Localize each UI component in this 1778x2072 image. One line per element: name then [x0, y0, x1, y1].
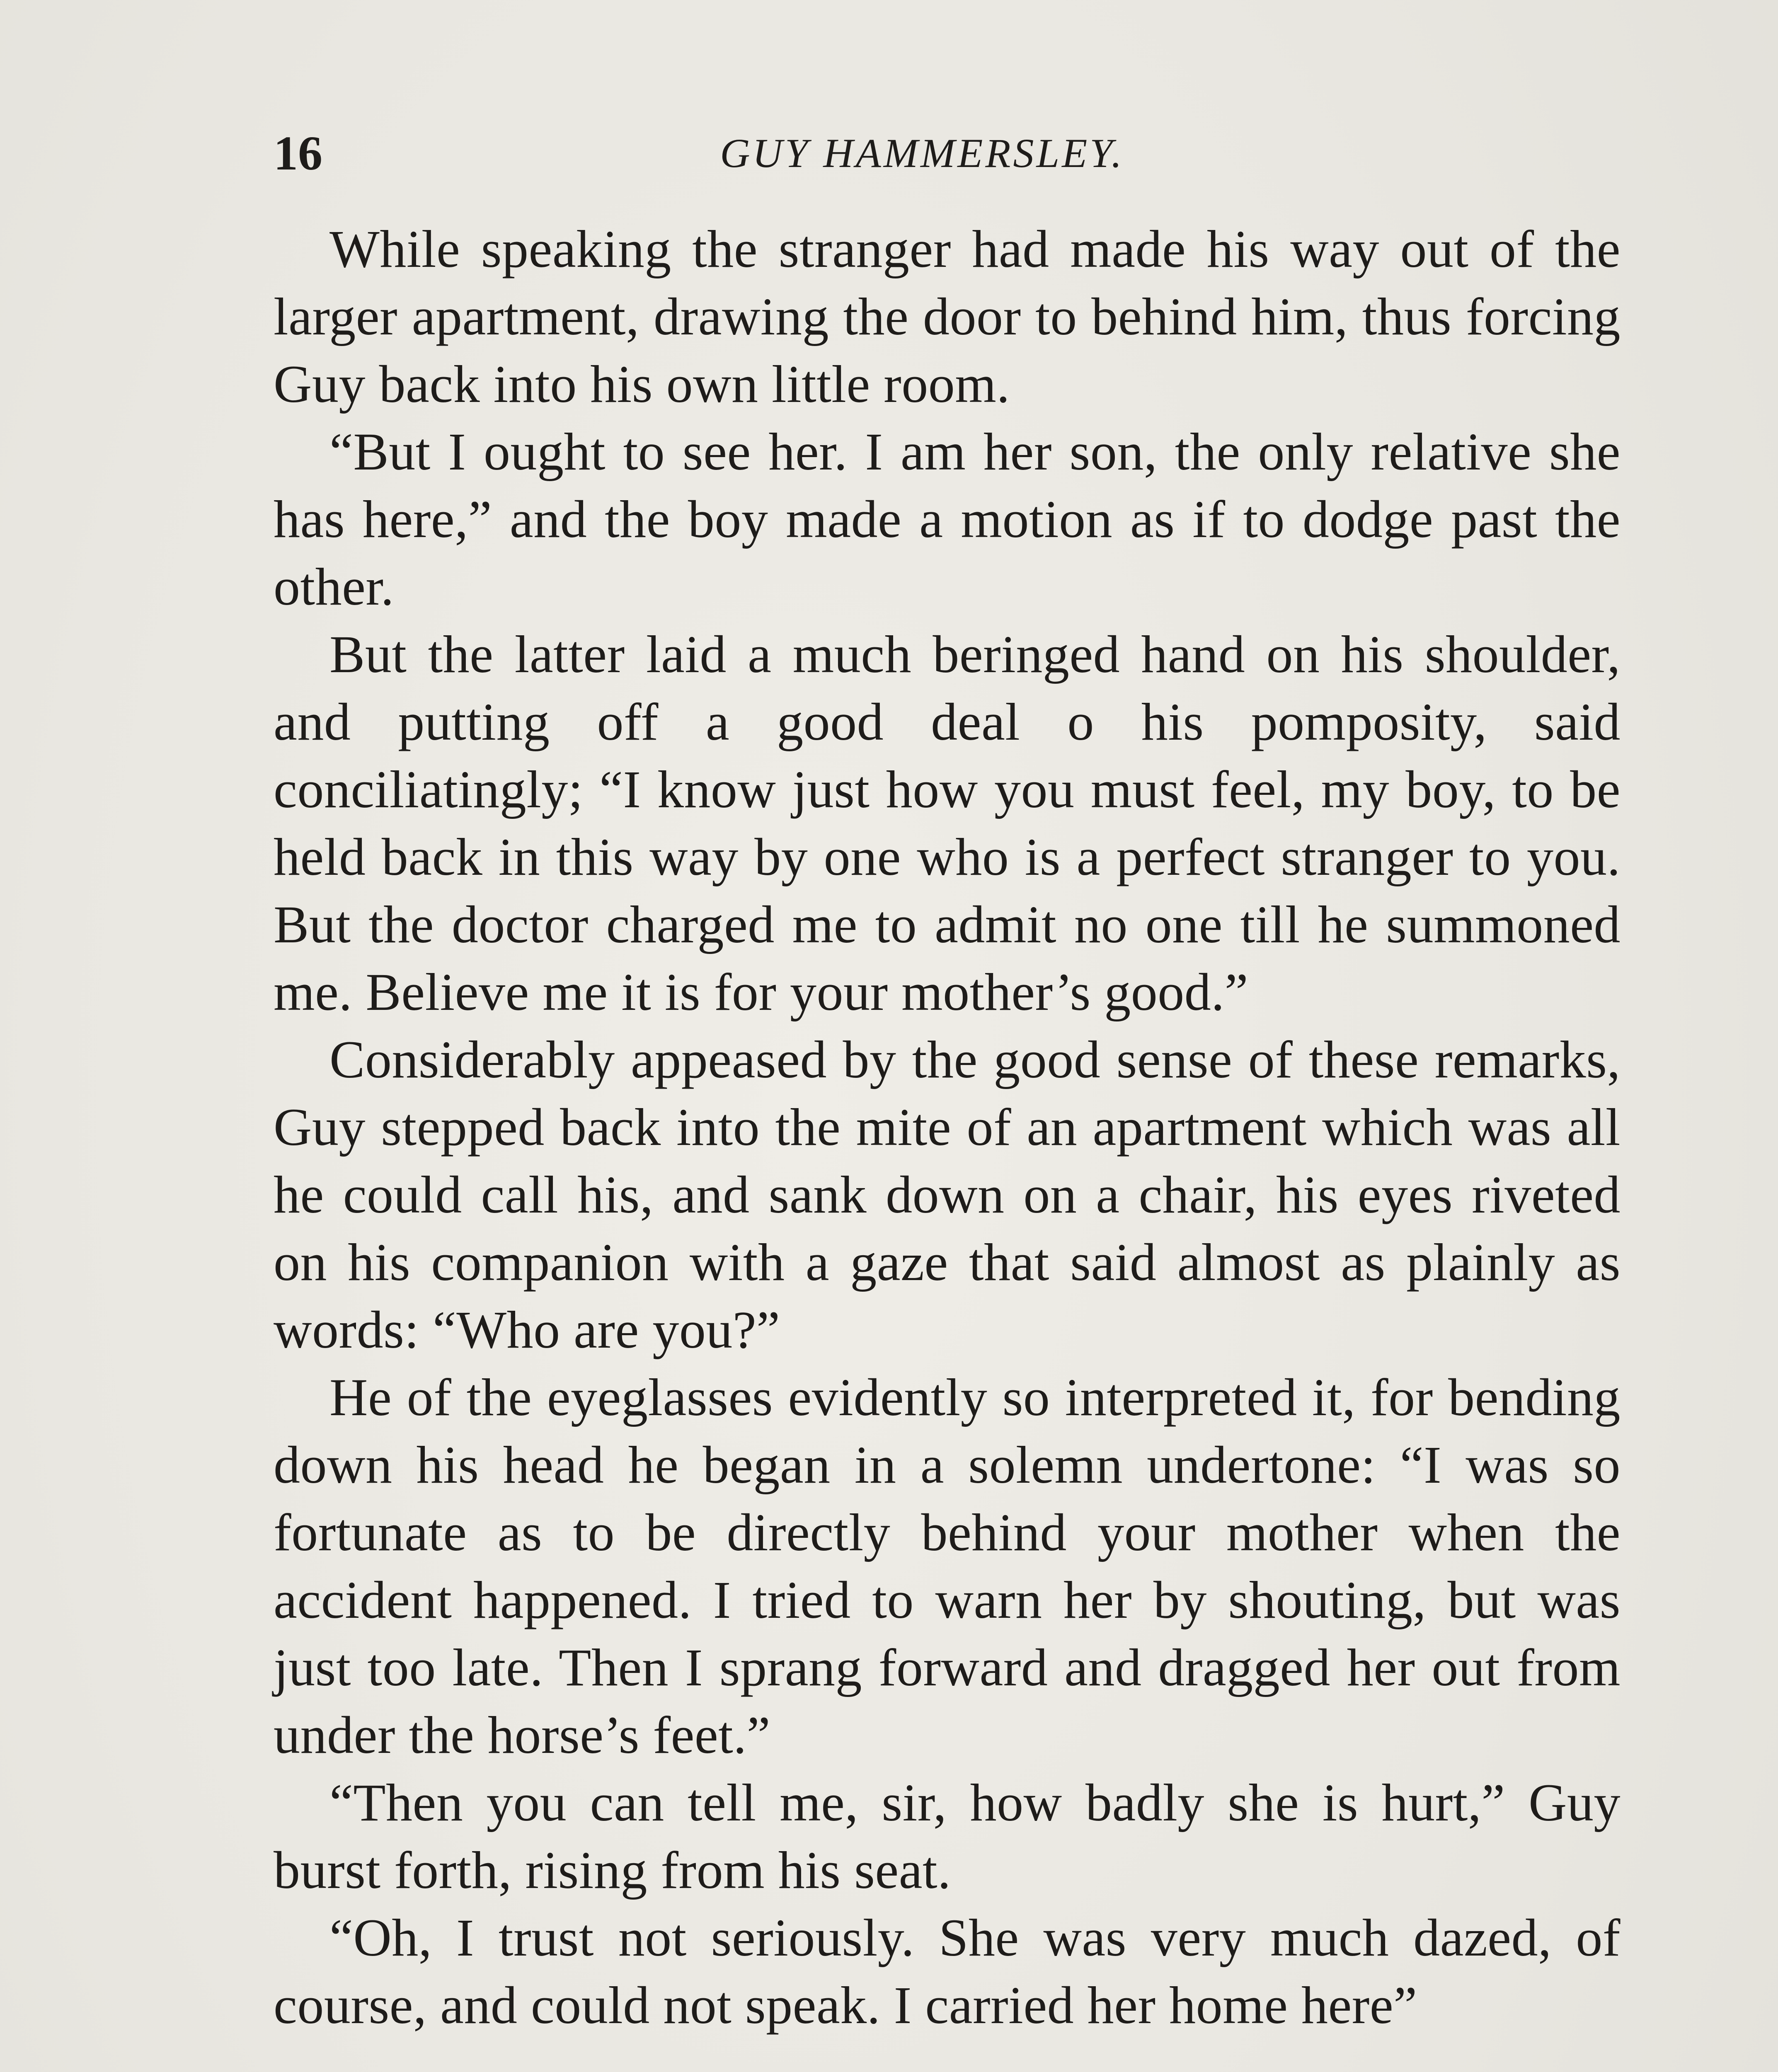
body-text [274, 215, 1621, 2039]
running-head [274, 120, 1621, 186]
paragraph: He of the eyeglasses evidently so interpreted it, for bending down his head he began in a solemn undertone: “I was so fortunate as to be directly behind your mother when the accident happened. I tried to warn her by shouting, but was just too late. Then I sprang forward and dragged her out from under the horse’s feet.” [274, 1368, 1621, 1765]
paragraph: “But I ought to see her. I am her son, the only relative she has here,” and the boy made a motion as if to dodge past the other. [274, 422, 1621, 616]
paragraph: “Oh, I trust not seriously. She was very much dazed, of course, and could not speak. I carried her home here” [274, 1908, 1621, 2035]
paragraph: “Then you can tell me, sir, how badly she is hurt,” Guy burst forth, rising from his seat. [274, 1773, 1621, 1900]
paragraph: Considerably appeased by the good sense of these remarks, Guy stepped back into the mite of an apartment which was all he could call his, and sank down on a chair, his eyes riveted on his companion with a gaze that said almost as plainly as words: “Who are you?” [274, 1030, 1621, 1359]
paragraph: While speaking the stranger had made his way out of the larger apartment, drawing the door to behind him, thus forcing Guy back into his own little room. [274, 220, 1621, 414]
running-title: GUY HAMMERSLEY. [720, 130, 1124, 176]
page-number: 16 [274, 126, 322, 180]
paragraph: But the latter laid a much beringed hand on his shoulder, and putting off a good deal o his pomposity, said conciliatingly; “I know just how you must feel, my boy, to be held back in this way by one who is a perfect stranger to you. But the doctor charged me to admit no one till he summoned me. Believe me it is for your mother’s good.” [274, 625, 1621, 1021]
